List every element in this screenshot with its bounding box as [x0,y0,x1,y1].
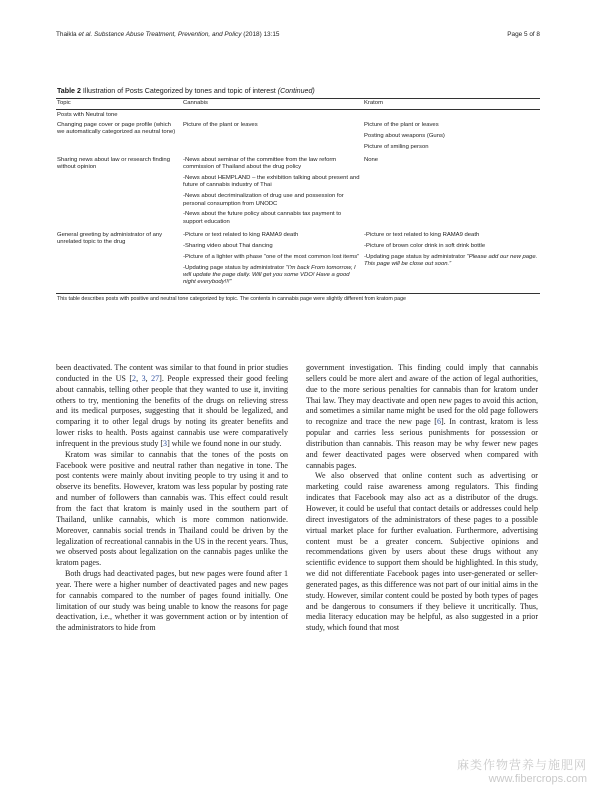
kratom-cell [363,120,540,155]
table-header-row [56,99,540,110]
watermark-url: www.fibercrops.com [488,773,587,785]
topic-cell: General greeting by administrator of any unrelated topic to the drug [56,230,182,294]
section-label: Posts with Neutral tone [57,112,118,119]
table-footnote: This table describes posts with positive and neutral tone categorized by topic. The contents in cannabis page were slightly different from kratom page [57,296,407,303]
column-header-topic: Topic [56,99,182,110]
post-entry: -News about the future policy about cannabis tax payment to support education [183,211,342,225]
cannabis-cell [182,120,363,155]
citation-link[interactable]: 3 [141,373,146,383]
running-head [56,31,540,38]
quoted-status: “Please add our new page. This page will be close out soon.” [364,253,538,267]
paragraph: Both drugs had deactivated pages, but new pages were found after 1 year. There were a higher number of deactivated pages and new pages for cannabis compared to the number of pages found initially. One limitation of our study was being unable to know the reasons for page deactivation, i.e., whether it was government action or by intention of the administrators to hide from [56,569,288,633]
post-entry: None [364,156,379,163]
page-number: Page 5 of 8 [507,31,540,38]
post-entry: -News about HEMPLAND – the exhibition talking about present and future of cannabis industry of Thai [183,174,360,189]
table-caption [57,87,540,95]
post-entry: Picture of the plant or leaves [364,121,439,128]
body-column-left [56,363,288,634]
paragraph: been deactivated. The content was similar to that found in prior studies conducted in the US [2, 3, 27]. People expressed their good feeling about cannabis, telling other people that they wanted to use it, inviting others to try, mentioning the benefits of the drugs on relieving stress and its medical purposes, suggesting that it should be legalized, and comparing it to other legal drugs by noting its greater benefits and lower risks to health. Posts against cannabis use were comparatively infrequent in the previous study [3] while we found none in our study. [56,363,289,448]
citation-link[interactable]: 6 [436,417,441,427]
citation-link[interactable]: 2 [132,373,137,383]
kratom-cell [363,230,540,294]
paragraph: We also observed that online content such as advertising or marketing could raise awareness among regulators. This finding indicates that Facebook may also act as a distributor of the drugs. However, it could be useful that contact details or addresses could help direct investigators of the administrators of these pages to a possible virtual market place for further evaluation. Furthermore, advertising content must be a greater concern. Subjective opinions and recommendations given by users about these drugs without any scientific evidence to support them should be highlighted. In this study, we did not differentiate Facebook pages into user-generated or seller-generated pages, as this difference was not part of our initial aims in the study. However, similar content could be posted by both types of pages and be dangerous to consumers if they believe it uncritically. Thus, media literacy education may be helpful, as also suggested in a prior study, which found that most [306,471,538,633]
paragraph: government investigation. This finding could imply that cannabis sellers could be more alert and aware of the action of legal authorities, due to the more serious penalties for cannabis than for kratom under Thai law. They may deactivate and open new pages to avoid this action, and sometimes a similar name might be used for the old page followers to recognize and trace the new page [6]. In contrast, kratom is less popular and carries less serious punishments for possession or distribution than cannabis. This reason may be why fewer new pages and fewer deactivated pages were observed when compared with cannabis pages. [306,363,538,470]
paragraph: Kratom was similar to cannabis that the tones of the posts on Facebook were positive and neutral rather than negative in tone. The post contents were mainly about inviting people to try using it and to observe its benefits. However, kratom was less popular by posting rate and number of followers than cannabis was. This effect could result from the fact that kratom is mainly used in the southern part of Thailand, unlike cannabis, which is more common nationwide. Moreover, cannabis social trends in Thailand could be driven by the legalization of recreational cannabis in the US in the recent years. Thus, we observed posts about legalization on the cannabis pages unlike the kratom pages. [56,449,288,568]
table-section-row [56,110,540,120]
post-entry [364,254,538,269]
post-entry: -Picture or text related to king RAMA9 death [364,231,480,238]
table-caption-label: Table 2 [57,87,81,95]
topic-cell: Changing page cover or page profile (which we automatically categorized as neutral tone) [57,121,176,136]
journal-citation: Thaikla et al. Substance Abuse Treatment, Prevention, and Policy (2018) 13:15 [56,31,280,38]
post-entry: -Picture of a lighter with phase “one of the most common lost items” [183,253,360,260]
post-entry: -News about seminar of the committee from the law reform commission of Thailand about the drug policy [183,156,337,170]
entry-prefix: -Updating page status by administrator [183,264,286,271]
cannabis-cell [182,155,363,230]
table-row [56,155,540,230]
column-header-cannabis: Cannabis [182,99,363,110]
column-header-kratom: Kratom [363,99,540,110]
watermark-title: 麻类作物营养与施肥网 [456,758,587,772]
cannabis-cell [182,230,363,294]
citation-link[interactable]: 3 [163,438,168,448]
quoted-status: “I'm back From tomorrow, I will update the page daily. Will get you some VDO! Have a good night everybody!!!” [183,264,356,286]
topic-cell: Sharing news about law or research finding without opinion [57,156,170,170]
post-entry: -News about decriminalization of drug use and possession for personal consumption from UNODC [183,193,344,207]
table-caption-text: Illustration of Posts Categorized by tones and topic of interest [82,87,276,95]
table-row [56,120,540,155]
citation-link[interactable]: 27 [151,373,160,383]
post-entry [183,265,361,287]
table-2 [56,87,540,302]
body-column-right [306,363,538,634]
post-entry: Picture of smiling person [364,143,429,150]
posts-table [56,98,540,294]
kratom-cell [363,155,540,230]
entry-prefix: -Updating page status by administrator [364,253,467,260]
post-entry: -Sharing video about Thai dancing [183,242,273,249]
post-entry: -Picture or text related to king RAMA9 death [183,231,299,238]
post-entry: Posting about weapons (Guns) [364,132,445,139]
watermark [457,756,587,785]
post-entry: -Picture of brown color drink in soft drink bottle [364,242,486,249]
table-row [56,230,540,294]
post-entry: Picture of the plant or leaves [183,121,258,128]
table-caption-continued: (Continued) [277,87,315,95]
